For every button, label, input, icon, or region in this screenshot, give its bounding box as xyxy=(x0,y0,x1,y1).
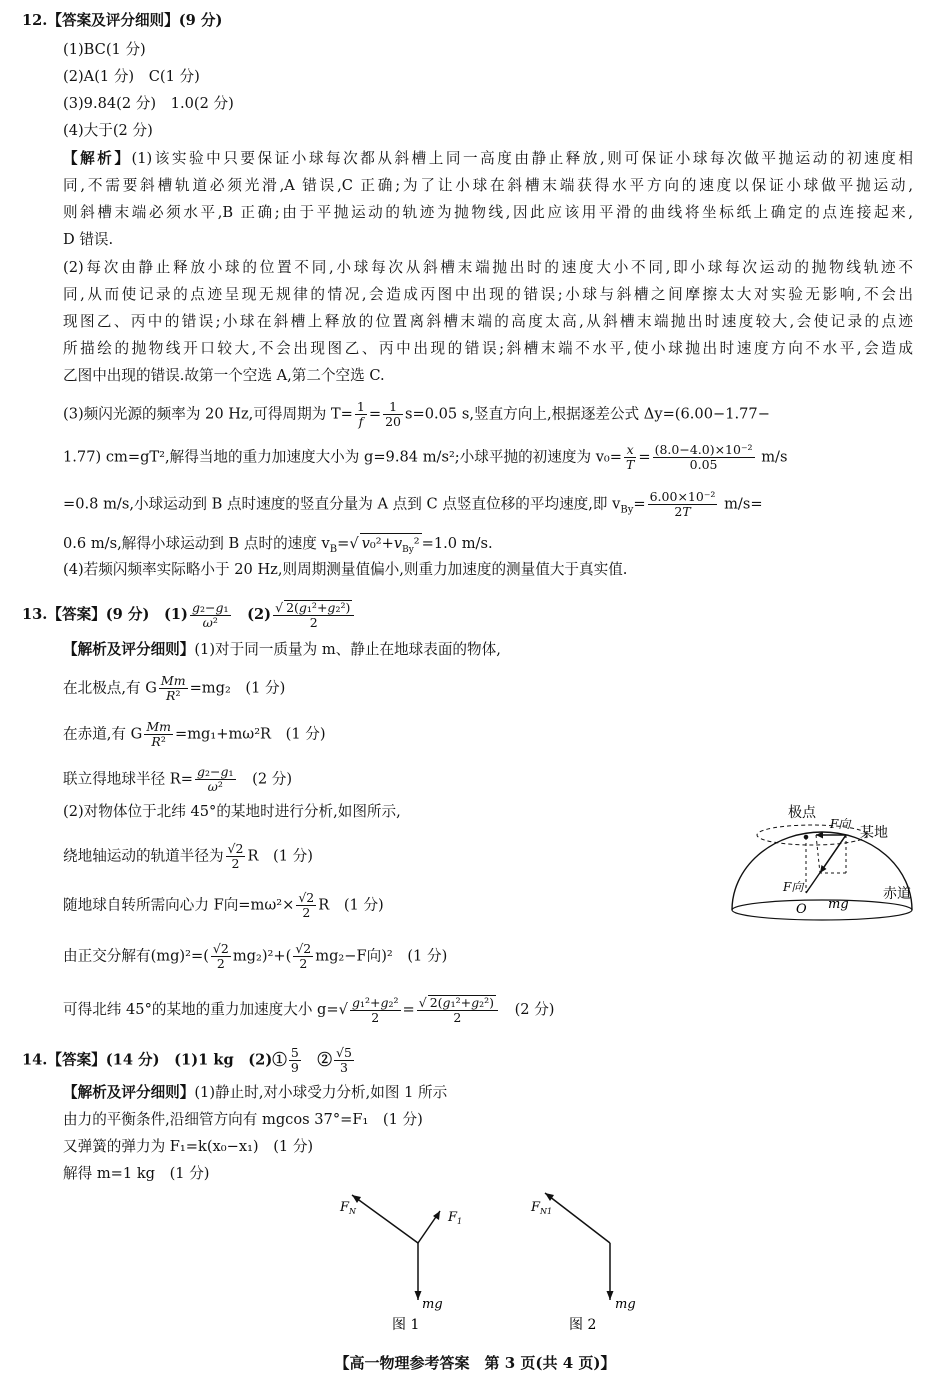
figure-2-caption: 图 2 xyxy=(569,1317,597,1333)
q13-step-3: 在赤道,有 G $\frac{Mm}{\text{R²}}$ =mg₁+mω²R (1 分) xyxy=(63,719,326,749)
q13-step-8: 由正交分解有(mg)²=( $\frac{√2}{2}$ mg₂)²+( $\frac{√2}{2}$ mg₂−F向)² (1 分) xyxy=(63,941,448,971)
q12-analysis-10: (3)频闪光源的频率为 20 Hz,可得周期为 T= $\frac{1}{f}$ = $\frac{1}{20}$ s=0.05 s,竖直方向上,根据逐差公式 Δy=(6.00−1.77− xyxy=(63,399,770,429)
q12-analysis-13: 0.6 m/s,解得小球运动到 B 点时的速度 $v_B=√$ $v_0^2+v_{By}^2 =1.0$ m/s. xyxy=(63,533,493,560)
q13-step-4: 联立得地球半径 R= $\frac{\text{g₂−g₁}}{\text{ω²}}$ (2 分) xyxy=(63,764,293,794)
page-footer: 【高一物理参考答案 第 3 页(共 4 页)】 xyxy=(334,1354,616,1372)
q12-analysis-9: 乙图中出现的错误.故第一个空选 A,第二个空选 C. xyxy=(63,367,385,384)
force-diagram-2 xyxy=(525,1185,655,1345)
q13-step-2: 在北极点,有 G $\frac{Mm}{\text{R²}}$ =mg₂ (1 分) xyxy=(63,673,286,703)
q14-step-3: 又弹簧的弹力为 F₁=k(x₀−x₁) (1 分) xyxy=(63,1138,314,1155)
q14-step-4: 解得 m=1 kg (1 分) xyxy=(63,1165,210,1182)
q12-analysis-5: (2)每次由静止释放小球的位置不同,小球每次从斜槽末端抛出时的速度大小不同,即小球每次运动的抛物线轨迹不 xyxy=(63,259,913,276)
force-diagram-1 xyxy=(330,1185,490,1345)
q12-answer-4: (4)大于(2 分) xyxy=(63,122,153,139)
q13-step-6: 绕地轴运动的轨道半径为 $\frac{√2}{2}$ R (1 分) xyxy=(63,841,313,871)
fn-label: $F_N$ xyxy=(340,1200,357,1216)
q14-analysis-1: 【解析及评分细则】(1)静止时,对小球受力分析,如图 1 所示 xyxy=(63,1084,448,1101)
q12-analysis-4: D 错误. xyxy=(63,231,114,248)
f1-label: $F_1$ xyxy=(448,1210,463,1226)
q13-analysis-1: 【解析及评分细则】(1)对于同一质量为 m、静止在地球表面的物体, xyxy=(63,641,501,658)
fn1-label: $F_{N1}$ xyxy=(531,1200,553,1216)
q12-analysis-14: (4)若频闪频率实际略小于 20 Hz,则周期测量值偏小,则重力加速度的测量值大于真实值. xyxy=(63,561,628,578)
centripetal-label-top: F向 xyxy=(830,817,851,831)
q12-analysis-7: 现图乙、丙中的错误;小球在斜槽上释放的位置离斜槽末端的高度太高,从斜槽末端抛出时速度较大,会使记录的点迹 xyxy=(63,313,913,330)
centripetal-label-bottom: F向 xyxy=(783,880,804,894)
q14-step-2: 由力的平衡条件,沿细管方向有 mgcos 37°=F₁ (1 分) xyxy=(63,1111,423,1128)
figure-1-caption: 图 1 xyxy=(392,1317,420,1333)
q12-answer-1: (1)BC(1 分) xyxy=(63,41,146,58)
q12-number: 12.【答案及评分细则】(9 分) xyxy=(22,12,223,29)
q12-analysis-11: 1.77) cm=gT²,解得当地的重力加速度大小为 g=9.84 m/s²;小球平抛的初速度为 v₀= $\frac{x}{T}$ = $\frac{\text{(8.0−4.0)×10⁻²}}{0.05}$ m/s xyxy=(63,442,788,472)
q13-number: 13.【答案】(9 分) (1) $\frac{\text{g₂−g₁}}{\text{ω²}}$ (2) $\frac{\text{√ 2(g₁²+g₂²)}}{2}$ xyxy=(22,600,356,630)
q12-answer-2: (2)A(1 分) C(1 分) xyxy=(63,68,200,85)
q12-analysis-2: 同,不需要斜槽轨道必须光滑,A 错误,C 正确;为了让小球在斜槽末端获得水平方向的速度以保证小球做平抛运动, xyxy=(63,177,913,194)
pole-label: 极点 xyxy=(788,805,816,821)
equator-label: 赤道 xyxy=(883,886,911,902)
q12-analysis-3: 则斜槽末端必须水平,B 正确;由于平抛运动的轨迹为抛物线,因此应该用平滑的曲线将坐标纸上确定的点连接起来, xyxy=(63,204,913,221)
mg-label-2: mg xyxy=(615,1297,636,1312)
place-label: 某地 xyxy=(860,825,888,841)
q13-step-7: 随地球自转所需向心力 F向=mω²× $\frac{√2}{2}$ R (1 分) xyxy=(63,890,384,920)
q12-analysis-8: 所描绘的抛物线开口较大,不会出现图乙、丙中出现的错误;斜槽末端不水平,使小球抛出时速度方向不水平,会造成 xyxy=(63,340,913,357)
gravity-label: mg xyxy=(828,897,849,912)
earth-hemisphere-figure xyxy=(720,795,930,925)
q12-analysis-12: =0.8 m/s,小球运动到 B 点时速度的竖直分量为 A 点到 C 点竖直位移的平均速度,即 $v_{By}=$ $\frac{\text{6.00×10⁻²}}{2T}$ m/s= xyxy=(63,489,763,519)
mg-label-1: mg xyxy=(422,1297,443,1312)
q12-analysis-6: 同,从而使记录的点迹呈现无规律的情况,会造成丙图中出现的错误;小球与斜槽之间摩擦太大对实验无影响,不会出 xyxy=(63,286,913,303)
q13-step-5: (2)对物体位于北纬 45°的某地时进行分析,如图所示, xyxy=(63,803,401,820)
center-label: O xyxy=(796,902,807,917)
q12-analysis-1: 【解析】(1)该实验中只要保证小球每次都从斜槽上同一高度由静止释放,则可保证小球每次做平抛运动的初速度相 xyxy=(63,150,913,167)
q14-number: 14.【答案】(14 分) (1)1 kg (2)① $\frac{5}{9}$ ② $\frac{√5}{3}$ xyxy=(22,1045,352,1075)
q12-answer-3: (3)9.84(2 分) 1.0(2 分) xyxy=(63,95,234,112)
q13-step-9: 可得北纬 45°的某地的重力加速度大小 g=√ $\frac{\text{g₁²+g₂²}}{2}$ = $\frac{\text{√ 2(g₁²+g₂²)}}{2}$ (2 分) xyxy=(63,994,555,1025)
